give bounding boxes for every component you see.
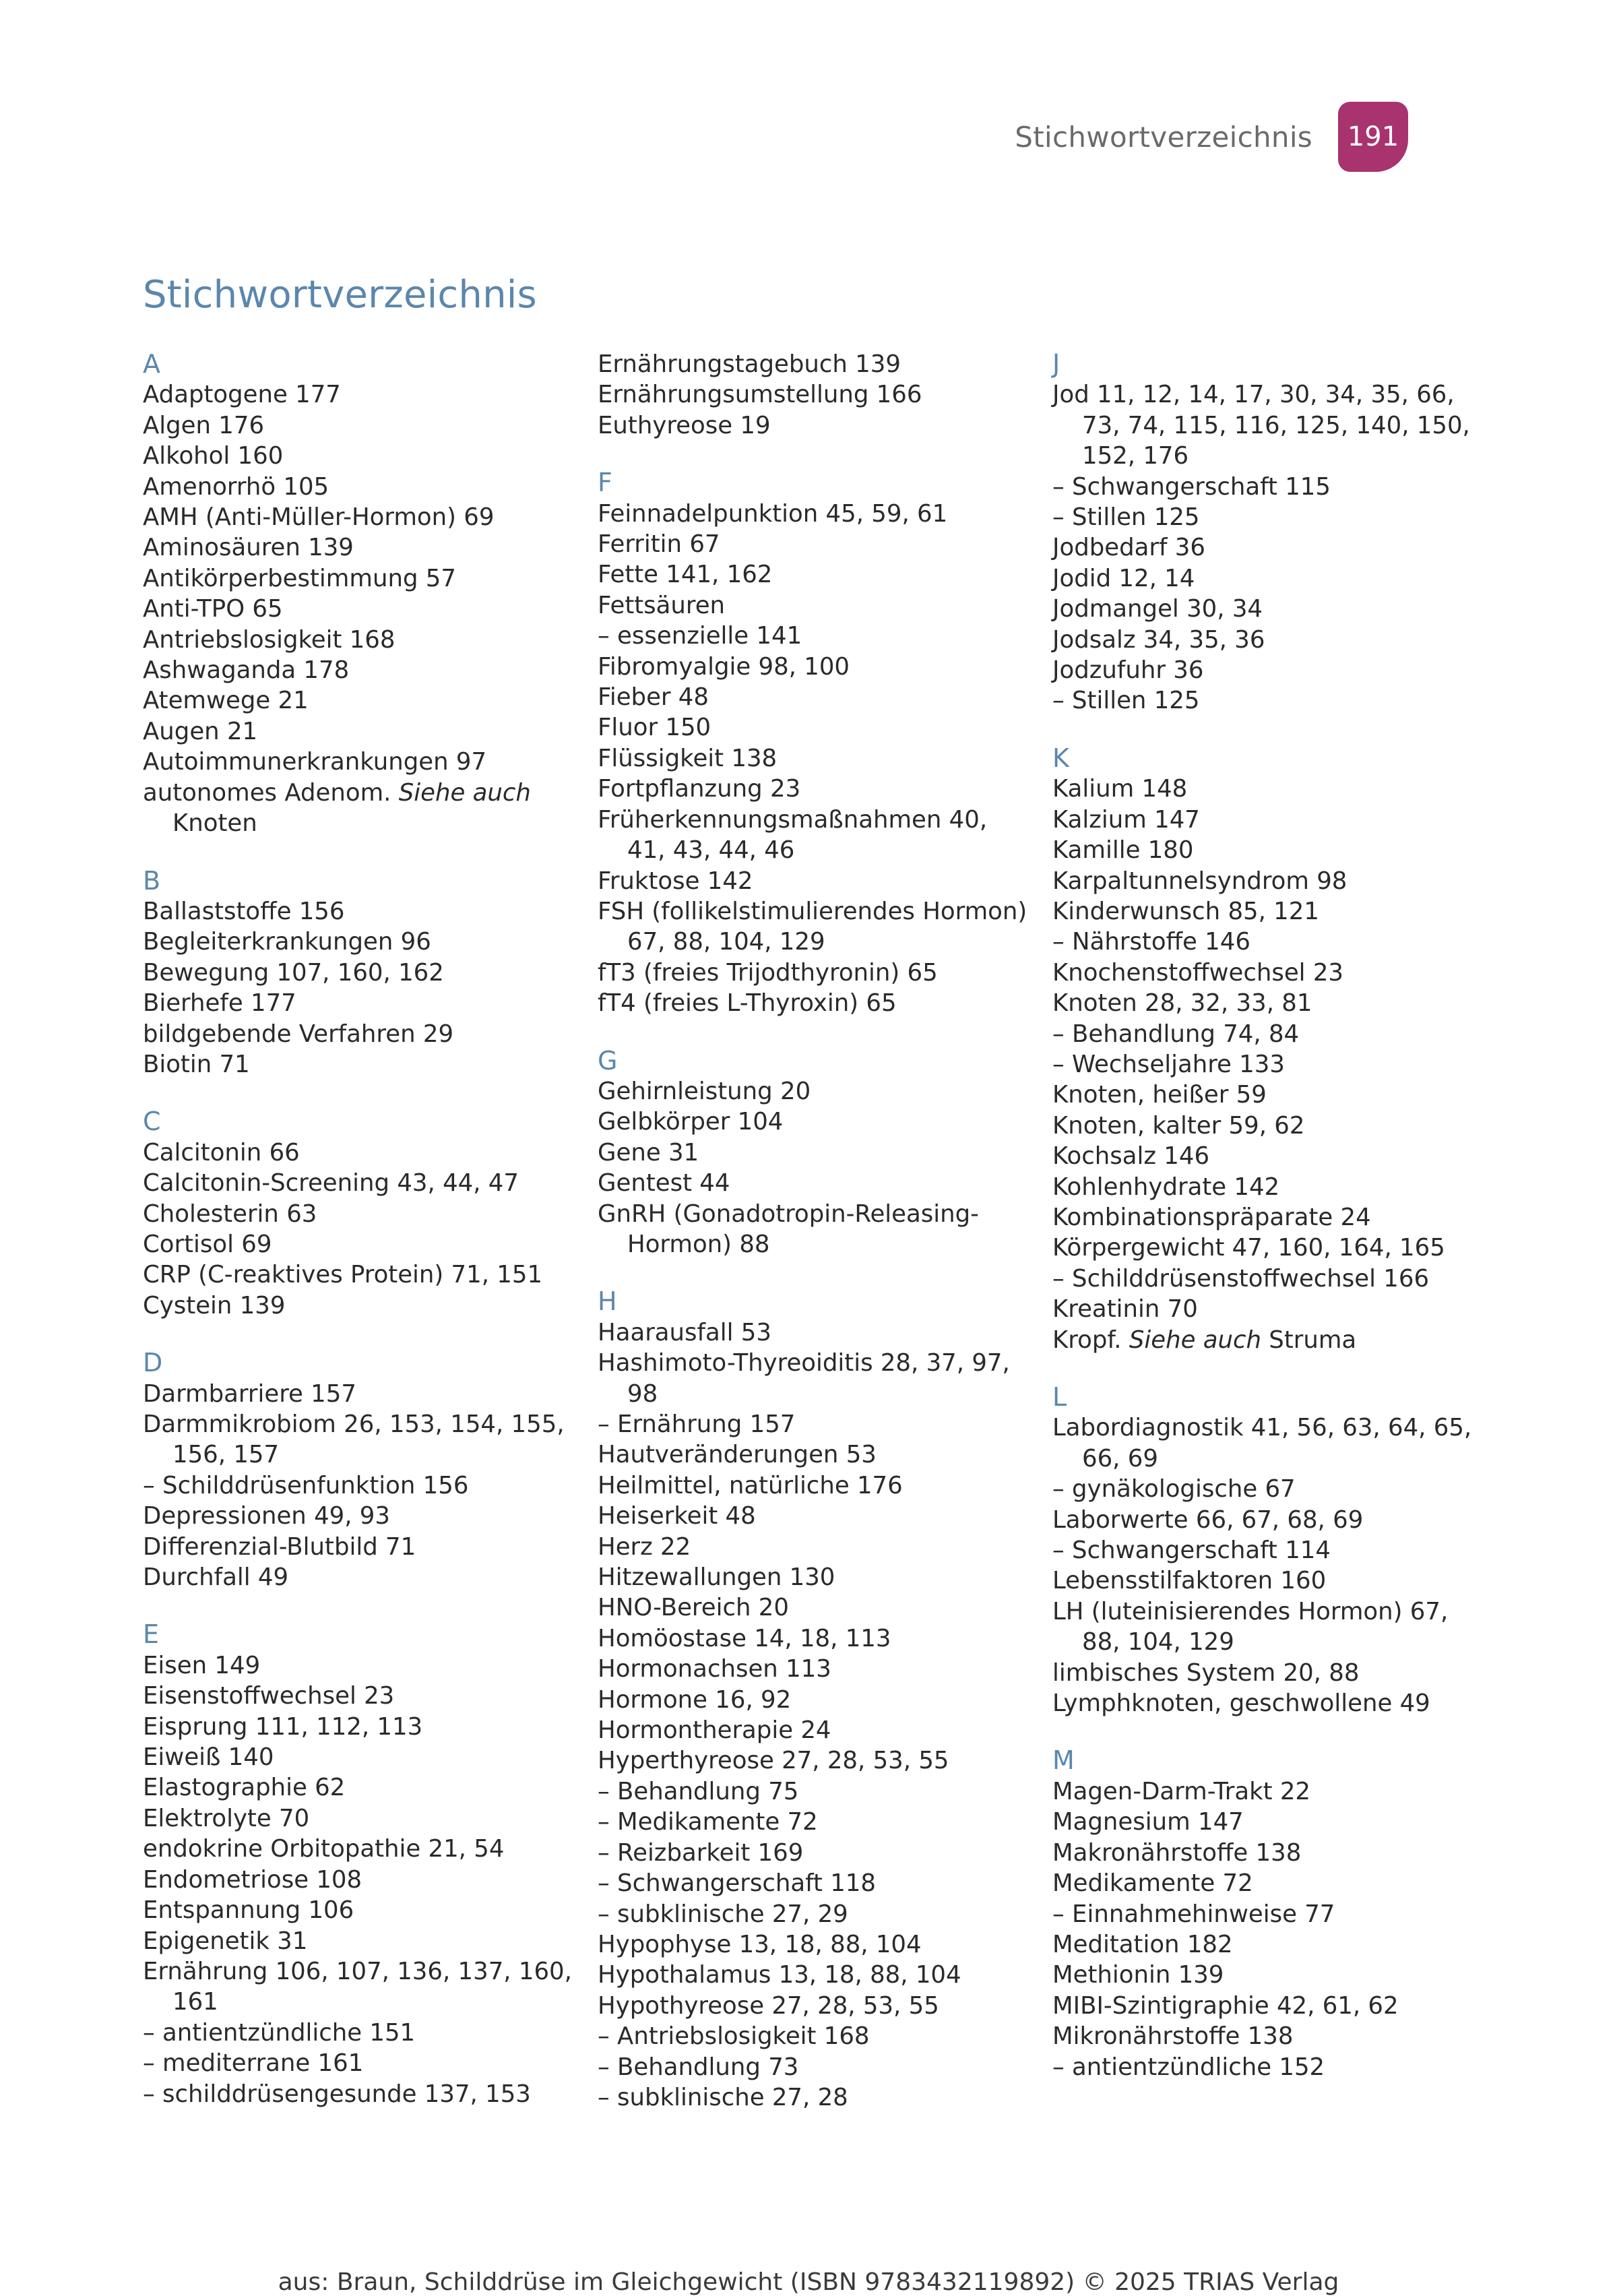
- index-group: [143, 1107, 574, 1321]
- index-entry: Kalzium 147: [1052, 805, 1200, 834]
- index-entry: Darmbarriere 157: [143, 1379, 356, 1408]
- index-entry: – Schwangerschaft 118: [598, 1869, 876, 1898]
- index-letter-heading: C: [143, 1107, 161, 1137]
- index-entry: Eisenstoffwechsel 23: [143, 1682, 395, 1710]
- index-entry: Anti-TPO 65: [143, 595, 283, 623]
- see-also-label: Siehe auch: [398, 778, 531, 807]
- index-entry: – Schilddrüsenstoffwechsel 166: [1052, 1264, 1430, 1293]
- index-entry: Methionin 139: [1052, 1961, 1224, 1989]
- index-column-2: [598, 349, 1029, 2140]
- index-entry: Augen 21: [143, 717, 258, 745]
- index-entry: limbisches System 20, 88: [1052, 1658, 1360, 1687]
- index-entry: Gentest 44: [598, 1169, 730, 1198]
- index-group: [598, 468, 1029, 1018]
- index-entry: Herz 22: [598, 1532, 691, 1561]
- index-entry: Biotin 71: [143, 1050, 250, 1078]
- index-entry: endokrine Orbitopathie 21, 54: [143, 1835, 505, 1863]
- index-letter-heading: J: [1052, 349, 1060, 379]
- index-entry: – Schwangerschaft 115: [1052, 472, 1331, 501]
- index-entry: Fluor 150: [598, 714, 711, 742]
- index-entry: Eiweiß 140: [143, 1743, 274, 1772]
- index-letter-heading: B: [143, 865, 161, 896]
- index-group: [143, 1348, 574, 1592]
- index-entry: Eisen 149: [143, 1651, 261, 1679]
- index-letter-heading: L: [1052, 1382, 1067, 1412]
- index-entry: Hormone 16, 92: [598, 1685, 792, 1714]
- index-entry: – Behandlung 74, 84: [1052, 1020, 1300, 1048]
- index-entry: Hormontherapie 24: [598, 1716, 831, 1745]
- index-entry: Algen 176: [143, 411, 265, 439]
- index-entry: Hashimoto-Thyreoiditis 28, 37, 97, 98: [598, 1349, 1010, 1408]
- index-entry: – subklinische 27, 29: [598, 1900, 848, 1928]
- index-entry: Darmmikrobiom 26, 153, 154, 155, 156, 157: [143, 1410, 565, 1469]
- index-group: [143, 1619, 574, 2109]
- index-letter-heading: K: [1052, 743, 1069, 773]
- index-entry: Hyperthyreose 27, 28, 53, 55: [598, 1747, 949, 1775]
- index-entry: Endometriose 108: [143, 1865, 362, 1894]
- index-entry: Meditation 182: [1052, 1930, 1233, 1958]
- index-group: [598, 1286, 1029, 2113]
- index-group: [598, 1046, 1029, 1260]
- see-also-term: Kropf.: [1052, 1326, 1122, 1354]
- index-entry: Depressionen 49, 93: [143, 1502, 390, 1530]
- index-entry: Antikörperbestimmung 57: [143, 564, 456, 592]
- index-group: [1052, 743, 1484, 1355]
- index-entry: Elastographie 62: [143, 1774, 346, 1802]
- index-entry: Jodbedarf 36: [1052, 534, 1205, 562]
- index-entry: Ballaststoffe 156: [143, 897, 345, 925]
- index-entry: Knoten, kalter 59, 62: [1052, 1111, 1305, 1140]
- index-entry: Gehirnleistung 20: [598, 1077, 811, 1105]
- index-entry: Ernährung 106, 107, 136, 137, 160, 161: [143, 1957, 572, 2016]
- index-entry: Cortisol 69: [143, 1230, 272, 1258]
- index-entry: Bierhefe 177: [143, 989, 296, 1018]
- index-entry: Fruktose 142: [598, 867, 753, 895]
- index-entry: Atemwege 21: [143, 687, 309, 715]
- index-entry: Aminosäuren 139: [143, 534, 354, 562]
- index-entry: Begleiterkrankungen 96: [143, 928, 431, 956]
- index-entry: FSH (follikelstimulierendes Hormon) 67, 88, 104, 129: [598, 897, 1027, 956]
- index-entry: Calcitonin-Screening 43, 44, 47: [143, 1169, 519, 1198]
- index-entry: bildgebende Verfahren 29: [143, 1020, 454, 1048]
- running-title: Stichwortverzeichnis: [1015, 120, 1312, 154]
- index-entry: Karpaltunnelsyndrom 98: [1052, 867, 1348, 895]
- index-group: [598, 349, 1029, 441]
- index-entry: – Wechseljahre 133: [1052, 1050, 1285, 1078]
- index-entry: Epigenetik 31: [143, 1927, 308, 1955]
- index-entry: – Einnahmehinweise 77: [1052, 1900, 1335, 1928]
- index-entry: – Antriebslosigkeit 168: [598, 2022, 870, 2051]
- index-entry: CRP (C-reaktives Protein) 71, 151: [143, 1261, 543, 1289]
- index-group: [143, 866, 574, 1080]
- index-entry: – Medikamente 72: [598, 1808, 818, 1836]
- index-entry: Eisprung 111, 112, 113: [143, 1712, 423, 1741]
- index-entry: – Nährstoffe 146: [1052, 928, 1250, 956]
- index-column-1: [143, 349, 574, 2136]
- index-entry: Fettsäuren: [598, 591, 726, 619]
- index-entry: – gynäkologische 67: [1052, 1475, 1296, 1503]
- index-entry: Jodsalz 34, 35, 36: [1052, 625, 1265, 654]
- index-entry: Fortpflanzung 23: [598, 775, 801, 803]
- index-group: [1052, 1382, 1484, 1718]
- index-entry: – antientzündliche 151: [143, 2018, 416, 2047]
- see-also-label: Siehe auch: [1129, 1326, 1261, 1354]
- index-group: [143, 349, 574, 839]
- index-entry: Knoten 28, 32, 33, 81: [1052, 989, 1312, 1018]
- index-entry: Früherkennungsmaßnahmen 40, 41, 43, 44, 46: [598, 805, 988, 865]
- index-entry: Alkohol 160: [143, 442, 284, 470]
- index-title: Stichwortverzeichnis: [143, 273, 537, 317]
- index-entry: Heilmittel, natürliche 176: [598, 1471, 903, 1499]
- index-entry: Hormonachsen 113: [598, 1655, 831, 1683]
- index-entry: Kohlenhydrate 142: [1052, 1173, 1280, 1201]
- index-entry: Kreatinin 70: [1052, 1295, 1198, 1324]
- index-entry: Kalium 148: [1052, 775, 1188, 803]
- index-entry: Fieber 48: [598, 683, 709, 712]
- index-entry: Jod 11, 12, 14, 17, 30, 34, 35, 66, 73, 74, 115, 116, 125, 140, 150, 152, 176: [1052, 381, 1470, 470]
- index-entry-see-also: [143, 778, 574, 839]
- index-entry: Elektrolyte 70: [143, 1804, 310, 1832]
- index-entry: Jodzufuhr 36: [1052, 656, 1204, 685]
- source-footer: aus: Braun, Schilddrüse im Gleichgewicht (ISBN 9783432119892) © 2025 TRIAS Verlag: [278, 2268, 1339, 2296]
- index-letter-heading: M: [1052, 1745, 1075, 1776]
- index-entry: Jodmangel 30, 34: [1052, 595, 1263, 623]
- index-entry: – Schwangerschaft 114: [1052, 1537, 1331, 1565]
- index-entry: Heiserkeit 48: [598, 1502, 756, 1530]
- index-entry: AMH (Anti-Müller-Hormon) 69: [143, 503, 495, 532]
- index-entry: – antientzündliche 152: [1052, 2053, 1325, 2081]
- index-entry: Magnesium 147: [1052, 1808, 1244, 1836]
- index-entry: – Reizbarkeit 169: [598, 1838, 804, 1867]
- index-letter-heading: D: [143, 1348, 163, 1378]
- index-entry: – essenzielle 141: [598, 622, 802, 650]
- index-entry: Entspannung 106: [143, 1896, 354, 1925]
- index-entry: Ferritin 67: [598, 530, 720, 559]
- index-entry: Laborwerte 66, 67, 68, 69: [1052, 1506, 1364, 1534]
- index-entry: Kochsalz 146: [1052, 1142, 1210, 1171]
- index-letter-heading: G: [598, 1045, 618, 1076]
- index-letter-heading: A: [143, 349, 160, 379]
- index-entry: – subklinische 27, 28: [598, 2083, 848, 2111]
- index-letter-heading: E: [143, 1619, 160, 1650]
- index-entry: Ernährungsumstellung 166: [598, 381, 922, 409]
- index-entry: Haarausfall 53: [598, 1318, 771, 1346]
- index-entry: MIBI-Szintigraphie 42, 61, 62: [1052, 1991, 1399, 2020]
- see-also-reference: Struma: [1269, 1326, 1357, 1354]
- index-entry: – Stillen 125: [1052, 687, 1200, 715]
- index-entry: Ashwaganda 178: [143, 656, 350, 685]
- index-entry: Homöostase 14, 18, 113: [598, 1624, 891, 1652]
- index-entry: Hypothyreose 27, 28, 53, 55: [598, 1991, 939, 2020]
- index-entry: Euthyreose 19: [598, 411, 771, 439]
- index-entry: Differenzial-Blutbild 71: [143, 1532, 416, 1561]
- index-entry: Calcitonin 66: [143, 1138, 300, 1167]
- index-entry: HNO-Bereich 20: [598, 1594, 789, 1622]
- index-entry: Jodid 12, 14: [1052, 564, 1195, 592]
- see-also-term: autonomes Adenom.: [143, 778, 391, 807]
- index-entry: Lebensstilfaktoren 160: [1052, 1567, 1327, 1595]
- index-entry: Cystein 139: [143, 1291, 286, 1320]
- index-entry: Körpergewicht 47, 160, 164, 165: [1052, 1234, 1445, 1262]
- index-entry: – Ernährung 157: [598, 1410, 796, 1438]
- index-entry: Fibromyalgie 98, 100: [598, 652, 850, 681]
- index-entry: Kombinationspräparate 24: [1052, 1203, 1371, 1231]
- index-entry: Medikamente 72: [1052, 1869, 1253, 1898]
- index-entry: Gene 31: [598, 1138, 699, 1167]
- index-entry: Flüssigkeit 138: [598, 744, 778, 772]
- index-entry: Hautveränderungen 53: [598, 1441, 877, 1469]
- index-letter-heading: H: [598, 1286, 617, 1317]
- index-entry: Mikronährstoffe 138: [1052, 2022, 1294, 2051]
- index-entry: Feinnadelpunktion 45, 59, 61: [598, 499, 948, 528]
- index-entry: Hypothalamus 13, 18, 88, 104: [598, 1961, 961, 1989]
- index-entry: Kinderwunsch 85, 121: [1052, 897, 1319, 925]
- index-entry-see-also: [1052, 1325, 1484, 1355]
- running-head: [1015, 100, 1408, 174]
- index-entry: GnRH (Gonadotropin-Releasing-Hormon) 88: [598, 1200, 979, 1258]
- index-entry: – Behandlung 73: [598, 2053, 799, 2081]
- index-entry: Knochenstoffwechsel 23: [1052, 958, 1343, 987]
- index-entry: Hitzewallungen 130: [598, 1563, 835, 1592]
- index-entry: fT4 (freies L-Thyroxin) 65: [598, 989, 897, 1018]
- index-entry: – Stillen 125: [1052, 503, 1200, 532]
- page-number-badge: 191: [1338, 102, 1408, 172]
- index-entry: Adaptogene 177: [143, 381, 341, 409]
- see-also-reference: Knoten: [172, 809, 257, 838]
- index-entry: Magen-Darm-Trakt 22: [1052, 1777, 1311, 1805]
- index-entry: Gelbkörper 104: [598, 1108, 784, 1136]
- index-entry: Ernährungstagebuch 139: [598, 350, 901, 378]
- index-group: [1052, 349, 1484, 716]
- index-column-3: [1052, 349, 1484, 2109]
- index-entry: Kamille 180: [1052, 836, 1194, 865]
- index-entry: LH (luteinisierendes Hormon) 67, 88, 104, 129: [1052, 1597, 1449, 1656]
- index-entry: Autoimmunerkrankungen 97: [143, 748, 487, 776]
- index-entry: – Behandlung 75: [598, 1777, 799, 1805]
- index-letter-heading: F: [598, 468, 612, 498]
- index-entry: fT3 (freies Trijodthyronin) 65: [598, 958, 938, 987]
- index-entry: Fette 141, 162: [598, 561, 773, 589]
- index-entry: Durchfall 49: [143, 1563, 289, 1592]
- index-entry: Cholesterin 63: [143, 1200, 317, 1228]
- index-entry: Labordiagnostik 41, 56, 63, 64, 65, 66, 69: [1052, 1414, 1472, 1472]
- index-entry: Bewegung 107, 160, 162: [143, 958, 444, 987]
- index-entry: – mediterrane 161: [143, 2049, 364, 2078]
- index-group: [1052, 1745, 1484, 2082]
- index-entry: Amenorrhö 105: [143, 472, 329, 501]
- index-entry: Hypophyse 13, 18, 88, 104: [598, 1930, 922, 1958]
- index-entry: Antriebslosigkeit 168: [143, 625, 395, 654]
- index-entry: – Schilddrüsenfunktion 156: [143, 1471, 469, 1499]
- index-entry: Lymphknoten, geschwollene 49: [1052, 1689, 1430, 1718]
- index-entry: Makronährstoffe 138: [1052, 1838, 1302, 1867]
- index-entry: – schilddrüsengesunde 137, 153: [143, 2080, 531, 2108]
- index-entry: Knoten, heißer 59: [1052, 1081, 1267, 1109]
